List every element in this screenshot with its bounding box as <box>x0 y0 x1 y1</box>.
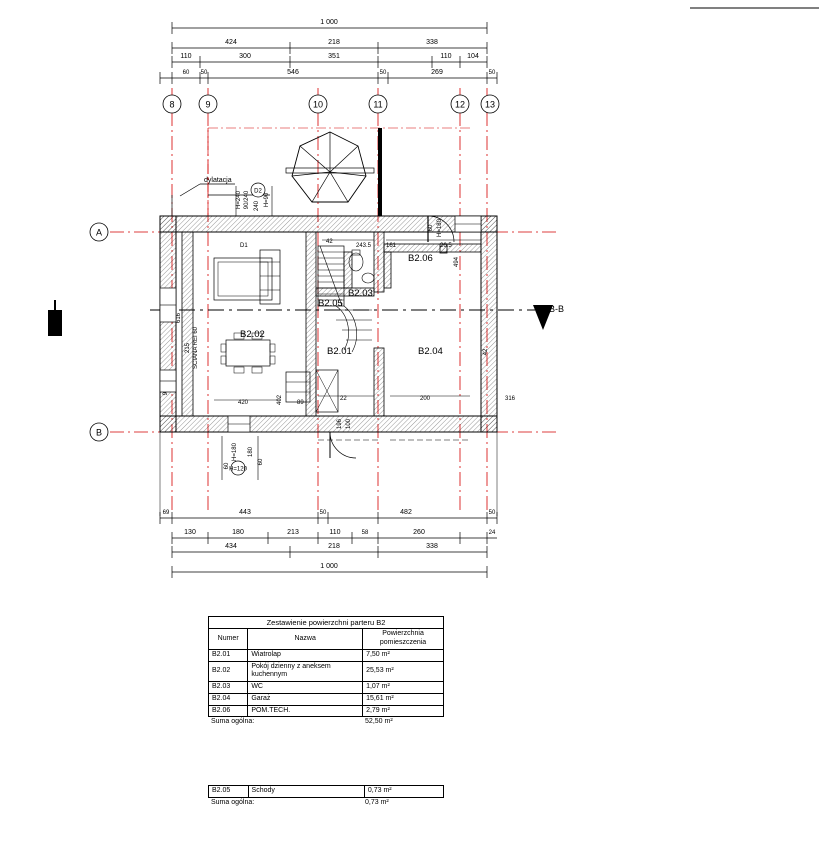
cell-area: 25,53 m² <box>363 661 444 682</box>
bottom-dimension-chain-3 <box>172 543 487 558</box>
sum-value: 0,73 m² <box>365 798 389 806</box>
room-label-b203: B2.03 <box>348 288 373 299</box>
dim-215: H=180 <box>437 219 443 237</box>
bottom-dimension-chain-1 <box>160 509 497 524</box>
dim-420: D1 <box>240 243 248 249</box>
dim-label: 69 <box>162 510 170 516</box>
wc-fixtures <box>349 250 374 283</box>
dim-label: 1 000 <box>320 19 338 26</box>
octagon-roof-feature <box>286 132 374 202</box>
furniture-living-room <box>214 250 310 402</box>
wall-annotation-rei60: 215 <box>185 342 191 354</box>
window-height-label: H=240 <box>236 191 242 209</box>
dim-label: 58 <box>361 530 369 536</box>
table-row <box>209 786 444 798</box>
dim-label: 110 <box>329 529 341 536</box>
dim-label: 24 <box>488 530 496 536</box>
top-dimension-chain-3 <box>172 53 487 68</box>
cell-area: 2,79 m² <box>363 705 444 717</box>
table-row <box>209 682 444 694</box>
door-swing-bottom <box>318 432 470 458</box>
window-d1-annotation <box>222 436 264 480</box>
dim-label: 351 <box>328 53 340 60</box>
room-label-b202: B2.02 <box>240 329 265 340</box>
window-tag-d1: H=120 <box>229 466 247 473</box>
cell-name: Garaż <box>248 693 363 705</box>
dim-265: 161 <box>386 243 397 249</box>
grid-bubble-label: A <box>95 227 103 238</box>
dim-label: 338 <box>426 543 438 550</box>
dim-label: 180 <box>232 529 244 536</box>
sum-value: 52,50 m² <box>365 718 393 726</box>
table-sum-row <box>208 798 444 807</box>
room-label-b201: B2.01 <box>327 346 352 357</box>
cell-name: Pokój dzienny z aneksem kuchennym <box>248 661 363 682</box>
dim-42: 316 <box>505 396 516 402</box>
dim-2435: 26.5 <box>440 243 452 249</box>
dim-label: 218 <box>328 543 340 550</box>
bottom-dimension-chain-2 <box>172 529 497 544</box>
dim-label: 434 <box>225 543 237 550</box>
dim-label: 269 <box>431 69 443 76</box>
dim-label: 300 <box>239 53 251 60</box>
grid-bubble-label: 13 <box>484 99 496 110</box>
dim-label: 50 <box>319 510 327 516</box>
bottom-dimension-chain-4 <box>172 563 487 578</box>
table-title-row <box>209 617 444 629</box>
dim-label: 50 <box>488 70 496 76</box>
dim-label: 110 <box>180 53 192 60</box>
window-d2-annotation <box>236 183 272 216</box>
top-dimension-chain-1 <box>172 19 487 34</box>
fire-wall-rei60 <box>176 232 199 416</box>
column-header-number: Numer <box>209 629 248 650</box>
table-row <box>209 649 444 661</box>
table-header-row <box>209 629 444 650</box>
internal-dimensions <box>163 239 516 429</box>
dim-label: 443 <box>239 509 251 516</box>
table-row <box>209 693 444 705</box>
extension-lines <box>160 432 497 516</box>
window-size-label: 90/240 <box>244 190 250 210</box>
room-label-b204: B2.04 <box>418 346 443 357</box>
window-h90-label: H=90 <box>264 192 270 208</box>
area-schedule-table <box>208 616 444 726</box>
dim-label: 50 <box>200 70 208 76</box>
cell-number: B2.03 <box>209 682 248 694</box>
dim-402: 420 <box>238 400 249 406</box>
dim-label: 260 <box>413 529 425 536</box>
cell-area: 7,50 m² <box>363 649 444 661</box>
room-label-b206: B2.06 <box>408 253 433 264</box>
window-width-label: 240 <box>254 200 260 212</box>
dim-label: 130 <box>184 529 196 536</box>
cell-area: 1,07 m² <box>363 682 444 694</box>
area-schedule <box>208 616 444 717</box>
room-label-b205: B2.05 <box>318 298 343 309</box>
cell-name: POM.TECH. <box>248 705 363 717</box>
window-tag-d2: D2 <box>254 188 262 195</box>
area-schedule-secondary <box>208 785 444 798</box>
grid-bubble-8 <box>163 95 181 113</box>
cell-number: B2.01 <box>209 649 248 661</box>
table-row <box>209 661 444 682</box>
dim-92: 243.5 <box>356 243 372 249</box>
dim-180: H=180 <box>232 443 238 461</box>
area-schedule-table-secondary <box>208 785 444 807</box>
dim-label: 50 <box>379 70 387 76</box>
cell-number: B2.05 <box>209 786 249 798</box>
grid-bubble-label: 11 <box>373 99 383 110</box>
dim-14: 42 <box>326 239 333 245</box>
dim-100: 60 <box>428 224 434 232</box>
top-dimension-chain-2 <box>172 39 487 54</box>
grid-bubble-label: 12 <box>454 99 466 110</box>
grid-bubble-12 <box>451 95 469 113</box>
cell-area: 15,61 m² <box>363 693 444 705</box>
cell-area: 0,73 m² <box>364 786 443 798</box>
dim-label: 50 <box>488 510 496 516</box>
cell-name: WC <box>248 682 363 694</box>
sum-label: Suma ogólna: <box>211 798 255 806</box>
dim-494: 42 <box>483 348 489 356</box>
top-dimension-chain-4 <box>160 69 497 84</box>
cell-name: Wiatrolap <box>248 649 363 661</box>
dim-label: 213 <box>287 529 299 536</box>
column-header-name: Nazwa <box>248 629 363 650</box>
grid-bubble-label: B <box>95 427 103 438</box>
dim-label: 546 <box>287 69 299 76</box>
grid-bubble-label: 10 <box>312 99 324 110</box>
cell-number: B2.02 <box>209 661 248 682</box>
dim-60b: 180 <box>248 446 254 458</box>
dim-h180: 60 <box>224 462 230 470</box>
dim-h120: 60 <box>258 458 264 466</box>
dim-label: 482 <box>400 509 412 516</box>
dim-100b: 196 <box>337 418 343 430</box>
column-header-area: Powierzchnia pomieszczenia <box>363 629 444 650</box>
grid-bubble-A <box>90 223 108 241</box>
grid-bubble-label: 9 <box>205 99 211 110</box>
dim-label: 60 <box>182 70 190 76</box>
section-label: B-B <box>549 304 565 314</box>
grid-bubble-label: 8 <box>169 99 175 110</box>
dim-22: 89 <box>297 400 304 406</box>
sum-label: Suma ogólna: <box>211 718 255 726</box>
dim-89: 402 <box>277 394 283 406</box>
grid-bubble-13 <box>481 95 499 113</box>
dim-316: 200 <box>420 396 431 402</box>
table-sum-row <box>208 717 444 726</box>
cell-number: B2.06 <box>209 705 248 717</box>
dilatation-label: dylatacja <box>204 177 232 184</box>
wall-annotation-616: SCIANA REI 60 <box>193 326 199 370</box>
dim-label: 218 <box>328 39 340 46</box>
staircase <box>316 246 372 412</box>
wall-annotation-60: 616 <box>176 312 182 324</box>
grid-bubble-11 <box>369 95 387 113</box>
dim-label: 110 <box>440 53 452 60</box>
table-row <box>209 705 444 717</box>
table-title: Zestawienie powierzchni parteru B2 <box>209 617 444 629</box>
grid-bubble-9 <box>199 95 217 113</box>
dim-label: 1 000 <box>320 563 338 570</box>
grid-bubble-10 <box>309 95 327 113</box>
dim-label: 424 <box>225 39 237 46</box>
dim-196: 22 <box>340 396 347 402</box>
cell-name: Schody <box>248 786 364 798</box>
dim-label: 104 <box>467 53 479 60</box>
grid-bubble-B <box>90 423 108 441</box>
cell-number: B2.04 <box>209 693 248 705</box>
dim-label: 338 <box>426 39 438 46</box>
dim-161: 494 <box>454 256 460 268</box>
dim-200: 100 <box>346 418 352 430</box>
